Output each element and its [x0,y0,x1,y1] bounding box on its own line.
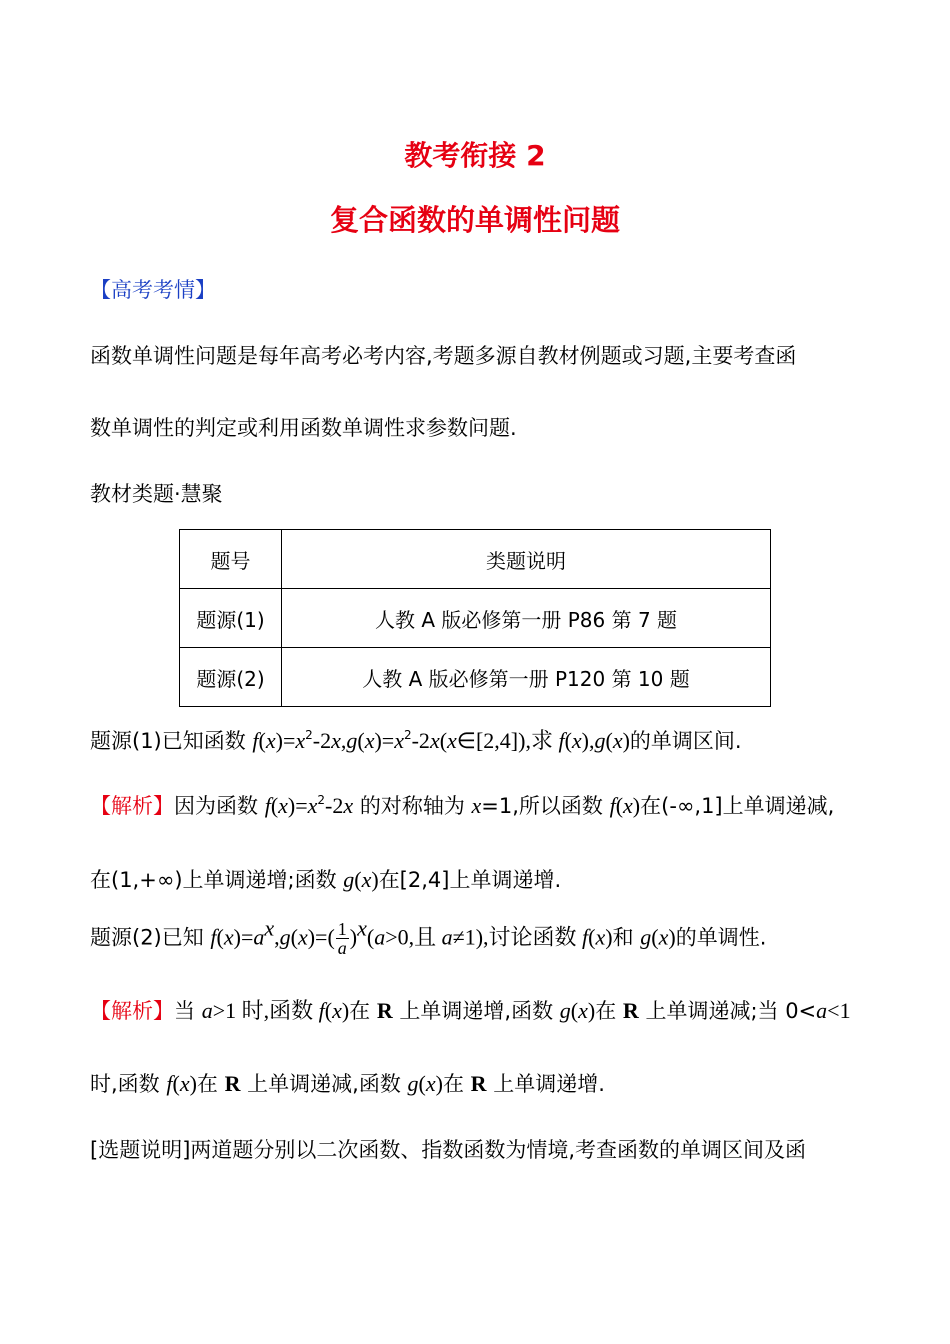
textbook-heading: 教材类题·慧聚 [90,482,223,506]
gaokao-line-1: 函数单调性问题是每年高考必考内容,考题多源自教材例题或习题,主要考查函 [90,344,797,368]
source-table [179,529,771,707]
table-cell: 人教 A 版必修第一册 P120 第 10 题 [282,648,771,707]
table-row [180,589,771,648]
analysis-tag: 【解析】 [90,999,174,1023]
doc-subtitle: 复合函数的单调性问题 [329,203,620,237]
table-cell: 人教 A 版必修第一册 P86 第 7 题 [282,589,771,648]
analysis2-line-2: 时,函数 f(x)在 R 上单调递减,函数 g(x)在 R 上单调递增. [90,1071,605,1096]
analysis2-line-1: 【解析】当 a>1 时,函数 f(x)在 R 上单调递增,函数 g(x)在 R 上单调递减;当 0<a<1 [90,998,851,1023]
gaokao-line-2: 数单调性的判定或利用函数单调性求参数问题. [90,416,517,440]
table-cell: 题源(1) [180,589,282,648]
table-header-cell: 题号 [180,530,282,589]
table-cell: 题源(2) [180,648,282,707]
table-header-row [180,530,771,589]
fraction-one-over-a: $\frac{1}{a}$ [337,919,347,958]
source1-problem: 题源(1)已知函数 $f(x)=x^2-2x,g(x)=x^2-2x(x\in[2,4])$,求 f(x),g(x)的单调区间. [90,728,742,753]
table-header-cell: 类题说明 [282,530,771,589]
table-row [180,648,771,707]
source2-problem: 题源(2)已知 $f(x)=a^x,g(x)=$( $\frac{1}{a}$ )$^x$(a>0,且 a≠1),讨论函数 f(x)和 g(x)的单调性. [90,915,767,958]
analysis1-line-1: 【解析】因为函数 $f(x)=x^2-2x$ 的对称轴为 x=1,所以函数 f(x)在(-∞,1]上单调递减, [90,793,835,818]
selection-note: [选题说明]两道题分别以二次函数、指数函数为情境,考查函数的单调区间及函 [90,1138,807,1162]
analysis1-line-2: 在(1,+∞)上单调递增;函数 g(x)在[2,4]上单调递增. [90,867,562,892]
analysis-tag: 【解析】 [90,794,174,818]
gaokao-heading: 【高考考情】 [90,278,216,302]
doc-title: 教考衔接 2 [404,139,546,172]
